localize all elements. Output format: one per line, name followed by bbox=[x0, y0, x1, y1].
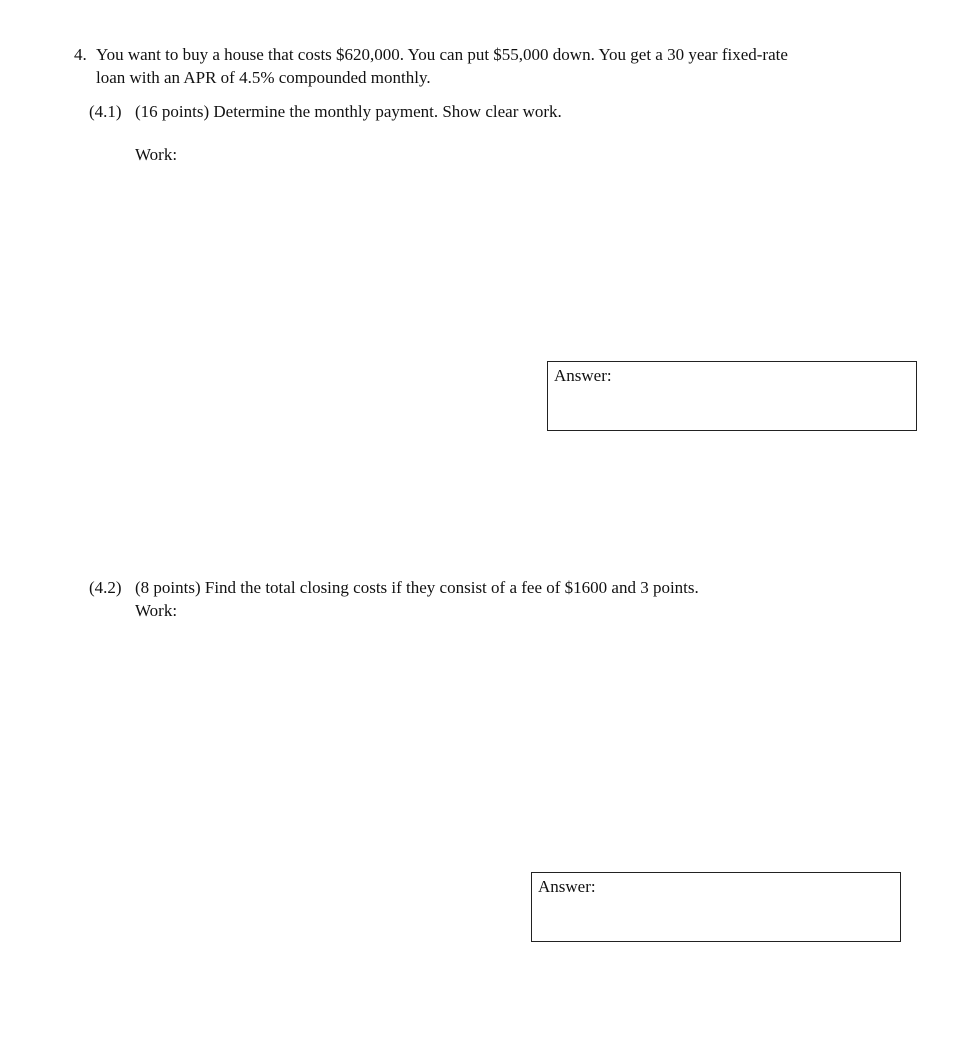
part-prompt: (16 points) Determine the monthly payment. Show clear work. bbox=[135, 102, 562, 121]
question-number: 4. bbox=[74, 45, 87, 64]
part-prompt: (8 points) Find the total closing costs if they consist of a fee of $1600 and 3 points. bbox=[135, 578, 699, 597]
part-label: (4.2) bbox=[89, 578, 122, 597]
answer-label: Answer: bbox=[554, 366, 612, 385]
part-label: (4.1) bbox=[89, 102, 122, 121]
work-label: Work: bbox=[135, 145, 178, 164]
question-text-line-1: You want to buy a house that costs $620,000. You can put $55,000 down. You get a 30 year fixed-rate bbox=[96, 45, 788, 64]
answer-box[interactable] bbox=[547, 361, 917, 431]
work-label: Work: bbox=[135, 601, 178, 620]
question-text-line-2: loan with an APR of 4.5% compounded monthly. bbox=[96, 68, 431, 87]
answer-box[interactable] bbox=[531, 872, 901, 942]
answer-label: Answer: bbox=[538, 877, 596, 896]
